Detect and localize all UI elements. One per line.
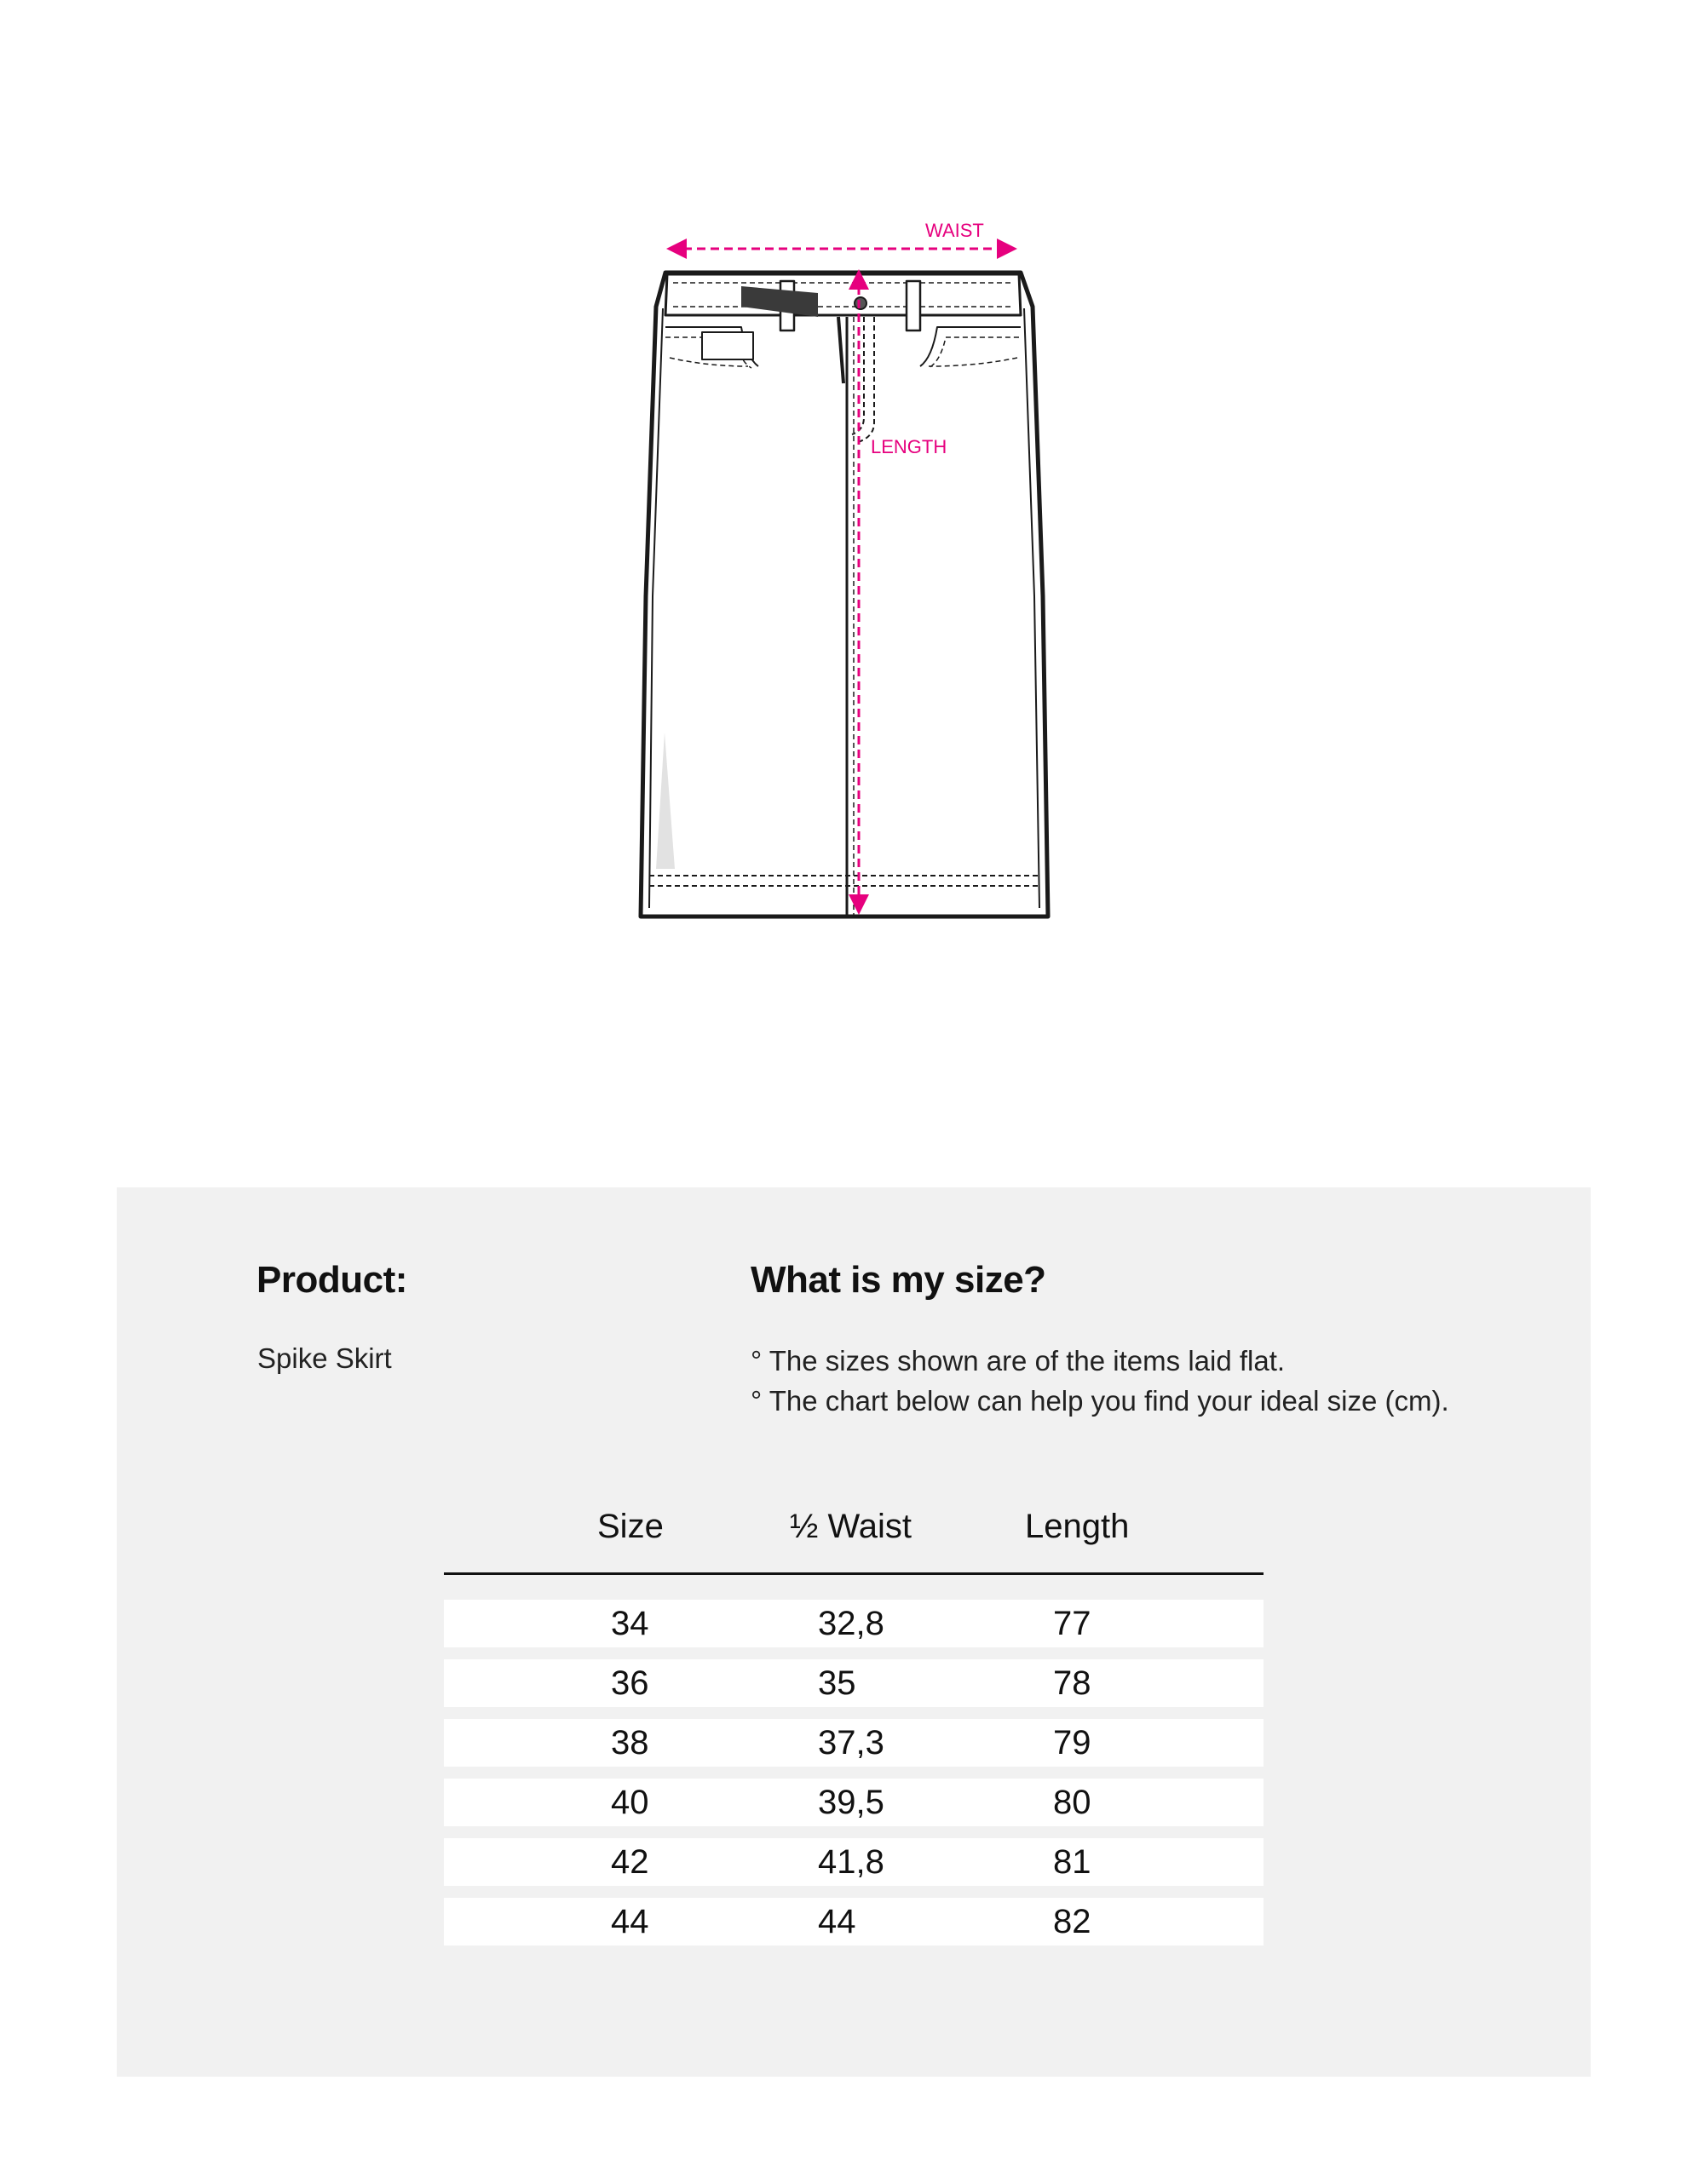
size-heading: What is my size? (751, 1259, 1046, 1301)
cell-half-waist: 35 (818, 1664, 856, 1702)
cell-length: 80 (1053, 1784, 1091, 1821)
column-header-half-waist: ½ Waist (790, 1508, 912, 1545)
size-notes (751, 1341, 1449, 1421)
column-header-length: Length (1025, 1508, 1130, 1545)
table-row (444, 1898, 1264, 1945)
table-row (444, 1659, 1264, 1707)
table-header (444, 1508, 1264, 1572)
skirt-outline (641, 273, 1048, 917)
table-row (444, 1719, 1264, 1767)
cell-length: 79 (1053, 1724, 1091, 1762)
size-note: ° The chart below can help you find your ideal size (cm). (751, 1385, 1449, 1417)
cell-half-waist: 39,5 (818, 1784, 884, 1821)
skirt-diagram (0, 0, 1704, 954)
cell-half-waist: 44 (818, 1903, 856, 1940)
cell-size: 42 (611, 1843, 649, 1881)
cell-length: 77 (1053, 1605, 1091, 1642)
table-body (444, 1600, 1264, 1957)
size-chart-table (444, 1508, 1264, 1940)
cell-size: 34 (611, 1605, 649, 1642)
cell-length: 78 (1053, 1664, 1091, 1702)
cell-size: 36 (611, 1664, 649, 1702)
product-name: Spike Skirt (257, 1342, 392, 1374)
cell-size: 40 (611, 1784, 649, 1821)
column-header-size: Size (597, 1508, 664, 1545)
cell-half-waist: 37,3 (818, 1724, 884, 1762)
product-heading: Product: (256, 1259, 407, 1301)
cell-size: 44 (611, 1903, 649, 1940)
table-row (444, 1600, 1264, 1647)
cell-size: 38 (611, 1724, 649, 1762)
table-row (444, 1838, 1264, 1886)
cell-half-waist: 32,8 (818, 1605, 884, 1642)
cell-half-waist: 41,8 (818, 1843, 884, 1881)
header-divider (444, 1572, 1264, 1575)
cell-length: 82 (1053, 1903, 1091, 1940)
waist-label: WAIST (925, 220, 984, 241)
size-note: ° The sizes shown are of the items laid flat. (751, 1345, 1286, 1376)
cell-length: 81 (1053, 1843, 1091, 1881)
length-label: LENGTH (871, 436, 947, 457)
table-row (444, 1779, 1264, 1826)
